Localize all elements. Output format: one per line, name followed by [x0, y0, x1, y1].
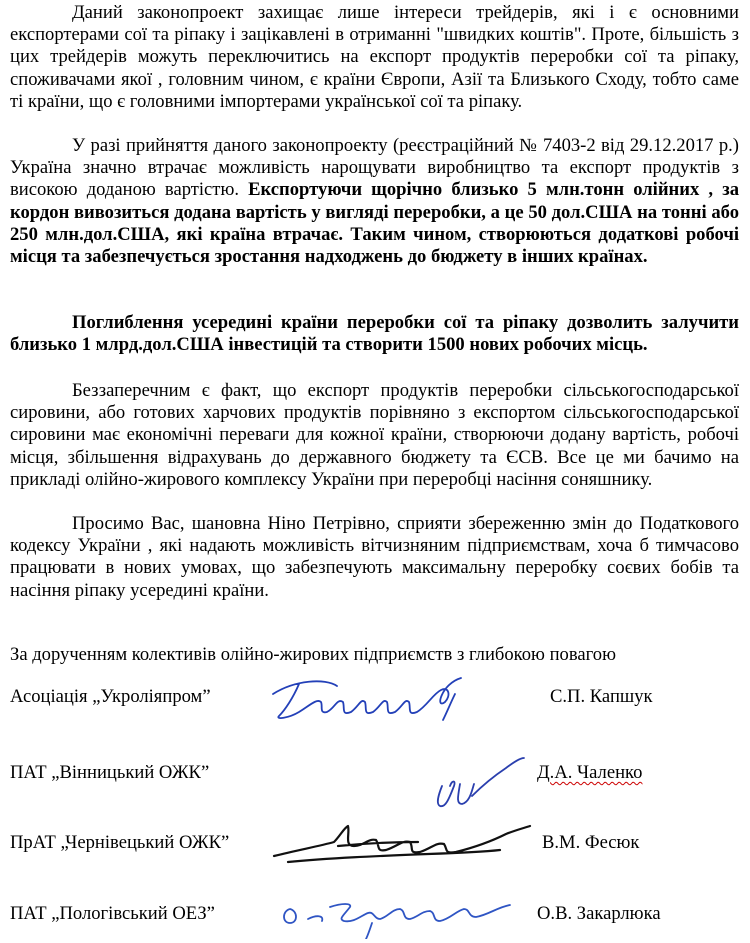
paragraph-2: [10, 135, 739, 268]
signatory-name-2: [537, 762, 642, 784]
signatory-name-1: С.П. Капшук: [550, 686, 653, 707]
signatory-org-4: ПАТ „Пологівський ОЕЗ”: [10, 903, 215, 924]
signatory-name-3: В.М. Фесюк: [542, 832, 640, 853]
signatory-name-2-text: Д.А. Чаленко: [537, 762, 643, 783]
paragraph-5: [10, 513, 739, 602]
paragraph-3-bold-text: Поглиблення усередині країни переробки сої та ріпаку дозволить залучити близько 1 млрд.дол.США інвестицій та створити 1500 нових робочих місць.: [10, 312, 739, 356]
signature-zakarliuka: [272, 893, 532, 939]
paragraph-3: [10, 312, 739, 356]
signatory-name-4: О.В. Закарлюка: [537, 903, 661, 924]
paragraph-4: [10, 380, 739, 491]
paragraph-1: [10, 2, 739, 113]
signatory-row-4: [10, 903, 740, 943]
closing-line: За дорученням колективів олійно-жирових підприємств з глибокою повагою: [10, 644, 616, 665]
paragraph-4-text: Беззаперечним є факт, що експорт продуктів переробки сільськогосподарської сировини, або готових харчових продуктів порівняно з експортом сільськогосподарської сировини має економічні переваги для кожної країни, створюючи додану вартість, робочі місця, збільшення відрахувань до державного бюджету та ЄСВ. Все це ми бачимо на прикладі олійно-жирового комплексу України при переробці насіння соняшнику.: [10, 380, 739, 490]
signatory-org-1: Асоціація „Укроліяпром”: [10, 686, 211, 707]
signature-kapshuk: [265, 672, 485, 724]
signatory-row-2: [10, 762, 740, 802]
signatory-org-3: ПрАТ „Чернівецький ОЖК”: [10, 832, 230, 853]
signature-chalenko: [420, 756, 530, 812]
signature-fesiuk: [268, 816, 536, 872]
signatory-org-2: ПАТ „Вінницький ОЖК”: [10, 762, 210, 783]
paragraph-5-text: Просимо Вас, шановна Ніно Петрівно, сприяти збереженню змін до Податкового кодексу України , які надають можливість вітчизняним підприємствам, хоча б тимчасово працювати в нових умовах, що забезпечують максимальну переробку соєвих бобів та насіння ріпаку усередині країни.: [10, 513, 739, 601]
paragraph-2-text: У разі прийняття даного законопроекту (реєстраційний № 7403-2 від 29.12.2017 р.) Україна значно втрачає можливість нарощувати виробництво та експорт продуктів з високою доданою вартістю.: [10, 135, 739, 201]
signatory-row-1: [10, 686, 740, 726]
paragraph-2-bold-text: Експортуючи щорічно близько 5 млн.тонн олійних , за кордон вивозиться додана вартість у вигляді переробки, а це 50 дол.США на тонні або 250 млн.дол.США, які країна втрачає. Таким чином, створюються додаткові робочі місця та забезпечується зростання надходжень до бюджету в інших країнах.: [10, 179, 740, 268]
signatory-row-3: [10, 832, 740, 872]
paragraph-1-text: Даний законопроект захищає лише інтереси трейдерів, які і є основними експортерами сої та ріпаку і зацікавлені в отриманні "швидких коштів". Проте, більшість з цих трейдерів можуть переключитись на експорт продуктів переробки сої та ріпаку, споживачами якої , головним чином, є країни Європи, Азії та Близького Сходу, тобто саме ті країни, що є головними імпортерами української сої та ріпаку.: [10, 2, 739, 112]
